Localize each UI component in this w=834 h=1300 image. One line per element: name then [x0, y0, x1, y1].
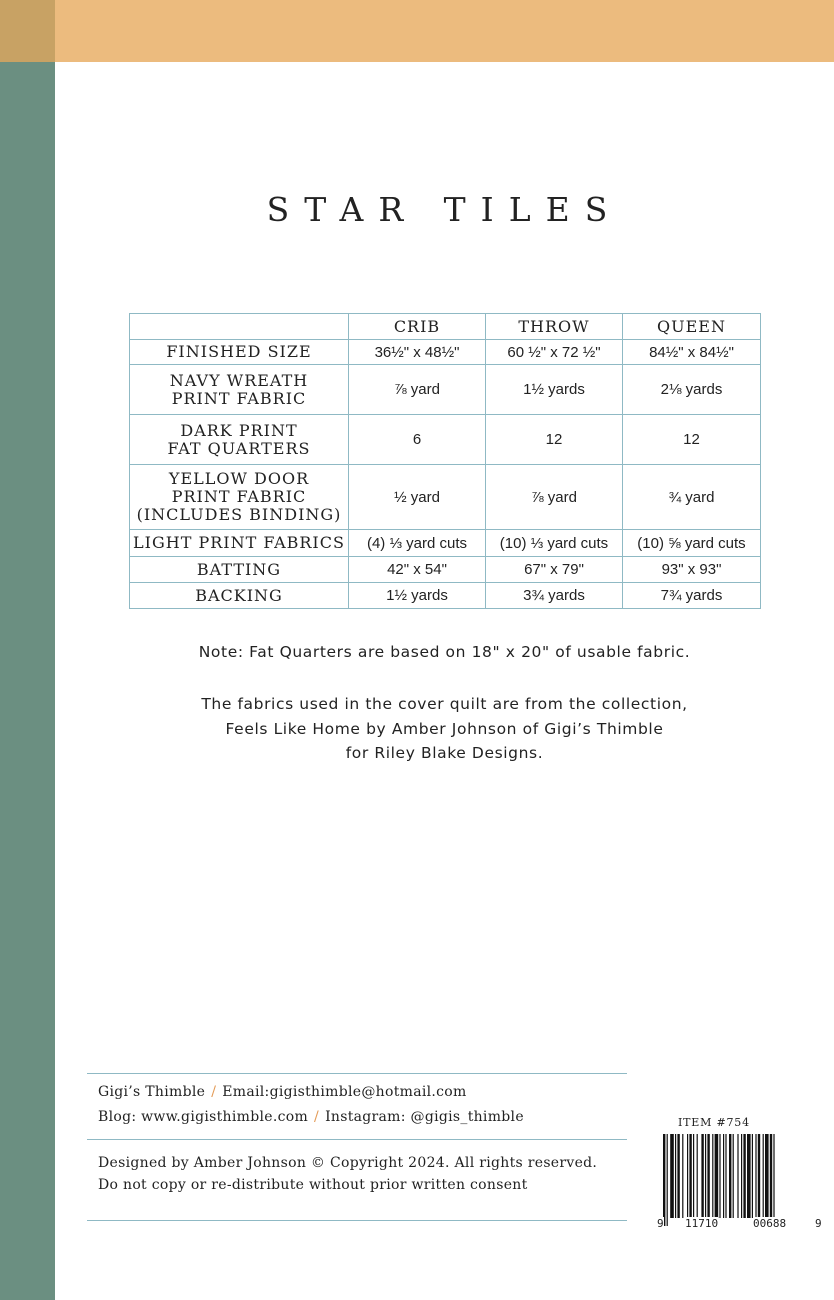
row-label: NAVY WREATH PRINT FABRIC	[130, 365, 349, 415]
cell-queen: 2⅛ yards	[623, 365, 761, 415]
side-color-band	[0, 62, 55, 1300]
cell-throw: 67" x 79"	[486, 557, 623, 583]
cell-queen: 7¾ yards	[623, 583, 761, 609]
table-row	[130, 530, 761, 557]
cell-crib: (4) ⅓ yard cuts	[349, 530, 486, 557]
barcode-bar	[675, 1134, 676, 1218]
cell-crib: ½ yard	[349, 465, 486, 530]
barcode-bar	[729, 1134, 731, 1218]
cell-throw: 3¾ yards	[486, 583, 623, 609]
barcode-bar	[747, 1134, 751, 1218]
barcode-digit-first: 9	[657, 1217, 664, 1230]
cell-throw: (10) ⅓ yard cuts	[486, 530, 623, 557]
table-row	[130, 583, 761, 609]
header-throw: THROW	[486, 314, 623, 340]
barcode-bar	[687, 1134, 688, 1218]
barcode-bar	[737, 1134, 738, 1218]
contact-line-2	[98, 1109, 524, 1125]
barcode-image	[657, 1134, 825, 1234]
copyright-text: Designed by Amber Johnson © Copyright 2024. All rights reserved.	[98, 1155, 598, 1171]
fabric-note-line: Feels Like Home by Amber Johnson of Gigi’s Thimble	[225, 719, 664, 738]
cell-queen: (10) ⅝ yard cuts	[623, 530, 761, 557]
barcode-digits-right: 00688	[753, 1217, 787, 1230]
table-row	[130, 557, 761, 583]
barcode-bar	[733, 1134, 734, 1218]
cell-crib: 36½" x 48½"	[349, 340, 486, 365]
barcode-bar	[719, 1134, 720, 1218]
pattern-title: STAR TILES	[266, 190, 623, 229]
table-row	[130, 465, 761, 530]
cell-throw: 1½ yards	[486, 365, 623, 415]
barcode-bar	[715, 1134, 719, 1218]
footer-divider	[87, 1139, 627, 1140]
fabric-note-line: for Riley Blake Designs.	[345, 744, 544, 762]
barcode-digit-last: 9	[815, 1217, 822, 1230]
barcode-bar	[701, 1134, 703, 1218]
barcode-bar	[743, 1134, 745, 1218]
barcode-bar	[755, 1134, 756, 1218]
row-label: LIGHT PRINT FABRICS	[130, 530, 349, 557]
footer-divider	[87, 1220, 627, 1221]
barcode-bar	[723, 1134, 724, 1218]
barcode-bar	[663, 1134, 665, 1226]
row-label: BATTING	[130, 557, 349, 583]
barcode-bar	[765, 1134, 769, 1218]
item-number: ITEM #754	[678, 1116, 750, 1129]
barcode-bar	[693, 1134, 694, 1218]
barcode-bar	[677, 1134, 679, 1218]
barcode-bar	[670, 1134, 674, 1218]
barcode-bar	[667, 1134, 668, 1226]
cell-crib: 1½ yards	[349, 583, 486, 609]
row-label: YELLOW DOOR PRINT FABRIC (INCLUDES BINDING)	[130, 465, 349, 530]
header-queen: QUEEN	[623, 314, 761, 340]
cell-throw: 60 ½" x 72 ½"	[486, 340, 623, 365]
cell-crib: 6	[349, 415, 486, 465]
barcode-bar	[682, 1134, 683, 1218]
fabric-note-line: The fabrics used in the cover quilt are from the collection,	[201, 695, 688, 713]
barcode-bar	[707, 1134, 709, 1218]
cell-throw: ⅞ yard	[486, 465, 623, 530]
fat-quarter-note: Note: Fat Quarters are based on 18" x 20" of usable fabric.	[198, 643, 691, 661]
fabric-collection-note	[55, 692, 834, 766]
instagram-link[interactable]: Instagram: @gigis_thimble	[325, 1109, 524, 1125]
barcode-digits-left: 11710	[685, 1217, 719, 1230]
cell-crib: 42" x 54"	[349, 557, 486, 583]
barcode-bar	[725, 1134, 726, 1218]
barcode-bar	[712, 1134, 713, 1218]
header-crib: CRIB	[349, 314, 486, 340]
top-corner-block	[0, 0, 55, 62]
barcode-bar	[770, 1134, 772, 1218]
table-row	[130, 340, 761, 365]
cell-throw: 12	[486, 415, 623, 465]
barcode-bar	[741, 1134, 742, 1218]
barcode-bar	[752, 1134, 753, 1218]
separator: /	[314, 1109, 320, 1125]
barcode-bar	[689, 1134, 691, 1218]
header-empty	[130, 314, 349, 340]
table-row	[130, 365, 761, 415]
fabric-requirements-table	[129, 313, 761, 609]
cell-crib: ⅞ yard	[349, 365, 486, 415]
row-label: DARK PRINT FAT QUARTERS	[130, 415, 349, 465]
footer-divider	[87, 1073, 627, 1074]
no-copy-text: Do not copy or re-distribute without prior written consent	[98, 1177, 528, 1193]
contact-line-1	[98, 1084, 467, 1100]
barcode-bar	[697, 1134, 698, 1218]
cell-queen: ¾ yard	[623, 465, 761, 530]
top-color-band	[0, 0, 834, 62]
separator: /	[211, 1084, 217, 1100]
cell-queen: 12	[623, 415, 761, 465]
brand-name: Gigi’s Thimble	[98, 1084, 206, 1100]
blog-link[interactable]: Blog: www.gigisthimble.com	[98, 1109, 309, 1125]
row-label: BACKING	[130, 583, 349, 609]
barcode-bar	[763, 1134, 764, 1218]
cell-queen: 93" x 93"	[623, 557, 761, 583]
table-header-row	[130, 314, 761, 340]
barcode-bar	[773, 1134, 774, 1226]
cell-queen: 84½" x 84½"	[623, 340, 761, 365]
table-row	[130, 415, 761, 465]
row-label: FINISHED SIZE	[130, 340, 349, 365]
email-link[interactable]: Email:gigisthimble@hotmail.com	[222, 1084, 467, 1100]
barcode-bar	[705, 1134, 706, 1218]
barcode-bar	[758, 1134, 760, 1218]
